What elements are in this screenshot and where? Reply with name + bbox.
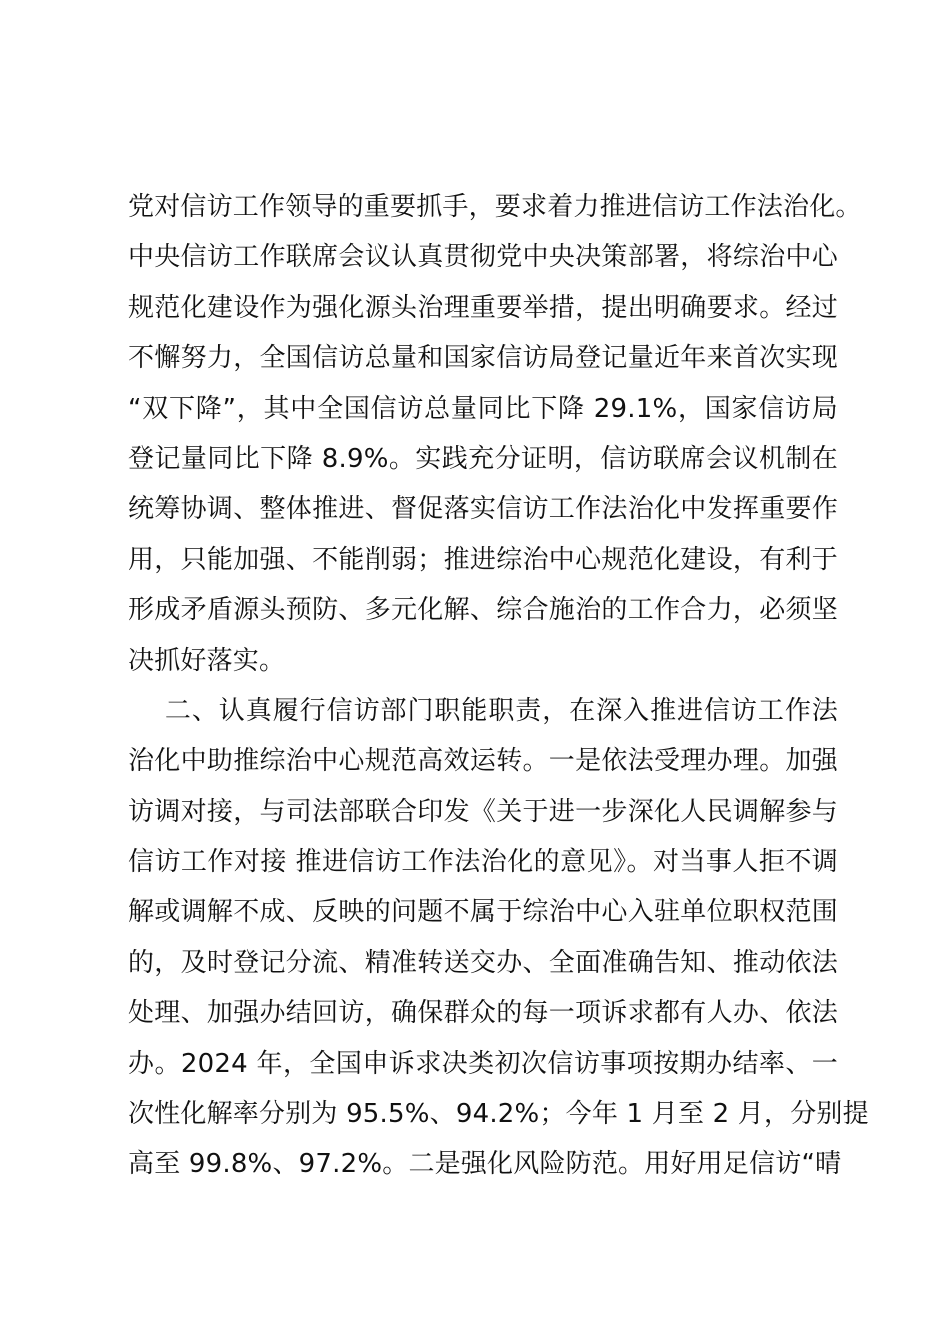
text-line: 登记量同比下降 8.9%。实践充分证明，信访联席会议机制在 — [128, 443, 838, 474]
text-line: 高至 99.8%、97.2%。二是强化风险防范。用好用足信访“晴 — [128, 1149, 842, 1180]
text-line: 党对信访工作领导的重要抓手，要求着力推进信访工作法治化。 — [128, 192, 862, 222]
text-line: 的，及时登记分流、精准转送交办、全面准确告知、推动依法 — [128, 947, 838, 978]
text-line: 访调对接，与司法部联合印发《关于进一步深化人民调解参与 — [128, 796, 838, 827]
text-line: 规范化建设作为强化源头治理重要举措，提出明确要求。经过 — [128, 292, 838, 323]
text-line: 用，只能加强、不能削弱；推进综治中心规范化建设，有利于 — [128, 544, 838, 575]
text-line: 次性化解率分别为 95.5%、94.2%；今年 1 月至 2 月，分别提 — [128, 1099, 869, 1130]
body-text — [128, 182, 869, 1190]
text-line: 信访工作对接 推进信访工作法治化的意见》。对当事人拒不调 — [128, 847, 838, 878]
text-line: “双下降”，其中全国信访总量同比下降 29.1%，国家信访局 — [128, 393, 838, 424]
text-line: 统筹协调、整体推进、督促落实信访工作法治化中发挥重要作 — [128, 494, 838, 525]
text-line: 治化中助推综治中心规范高效运转。一是依法受理办理。加强 — [128, 746, 838, 777]
text-line: 不懈努力，全国信访总量和国家信访局登记量近年来首次实现 — [128, 343, 838, 374]
text-line: 中央信访工作联席会议认真贯彻党中央决策部署，将综治中心 — [128, 242, 838, 273]
text-line: 办。2024 年，全国申诉求决类初次信访事项按期办结率、一 — [128, 1048, 838, 1079]
text-line: 决抓好落实。 — [128, 645, 286, 676]
paragraph-start-line: 二、认真履行信访部门职能职责，在深入推进信访工作法 — [128, 695, 838, 726]
text-line: 形成矛盾源头预防、多元化解、综合施治的工作合力，必须坚 — [128, 595, 838, 626]
text-line: 解或调解不成、反映的问题不属于综治中心入驻单位职权范围 — [128, 897, 838, 928]
text-line: 处理、加强办结回访，确保群众的每一项诉求都有人办、依法 — [128, 998, 838, 1029]
